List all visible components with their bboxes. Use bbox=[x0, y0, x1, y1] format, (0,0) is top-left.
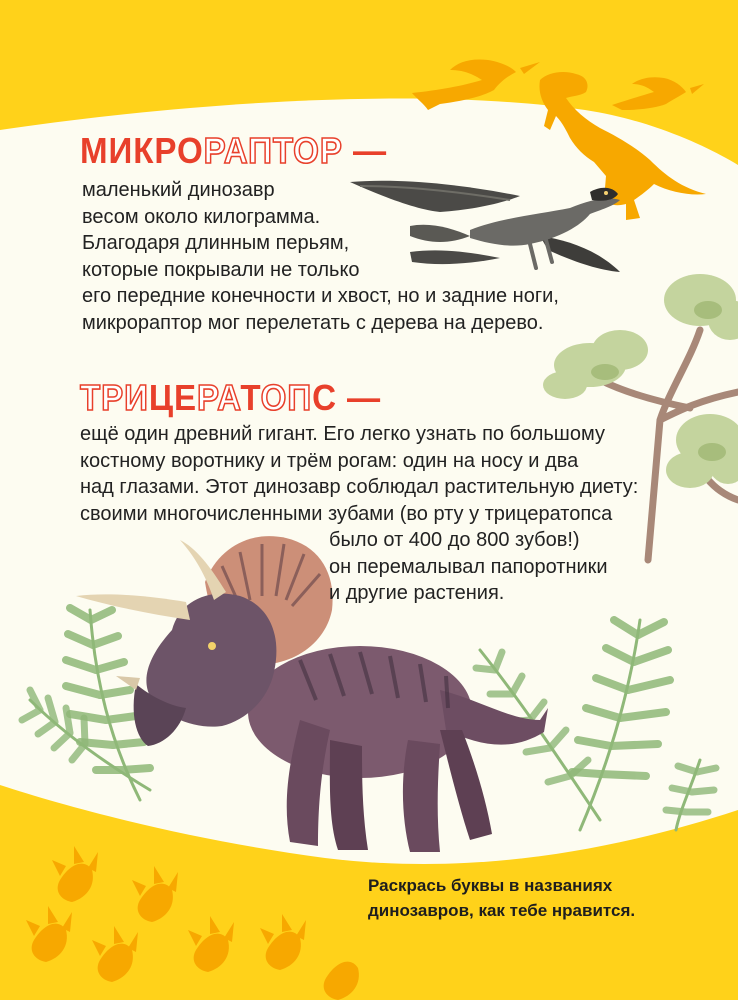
caption-line: динозавров, как тебе нравится. bbox=[368, 901, 636, 920]
title-segment: — bbox=[342, 130, 388, 171]
text-line: его передние конечности и хвост, но и задние ноги, bbox=[82, 285, 559, 308]
text-line: и другие растения. bbox=[329, 582, 505, 605]
title-segment: С bbox=[312, 377, 337, 418]
text-line: он перемалывал папоротники bbox=[329, 555, 608, 578]
coloring-instruction bbox=[368, 873, 635, 923]
title-segment: Т bbox=[240, 377, 261, 418]
caption-line: Раскрась буквы в названиях bbox=[368, 876, 613, 895]
microraptor-title bbox=[80, 131, 387, 171]
triceratops-description-continued bbox=[329, 527, 649, 607]
footprint-decorations bbox=[26, 846, 359, 1000]
pterosaur-silhouette-small bbox=[612, 77, 704, 110]
text-line: микрораптор мог перелетать с дерева на дерево. bbox=[82, 311, 544, 334]
triceratops-title bbox=[80, 378, 381, 418]
microraptor-description bbox=[82, 177, 682, 337]
text-line: Благодаря длинным перьям, bbox=[82, 232, 350, 255]
title-segment: РАПТОР bbox=[203, 130, 343, 171]
title-segment: ЦЕ bbox=[148, 377, 198, 418]
title-segment: РА bbox=[197, 377, 241, 418]
title-segment: — bbox=[336, 377, 382, 418]
text-line: ещё один древний гигант. Его легко узнать по большому bbox=[80, 423, 605, 445]
text-line: своими многочисленными зубами (во рту у трицератопса bbox=[80, 502, 613, 525]
text-line: костному воротнику и трём рогам: один на носу и два bbox=[80, 449, 579, 472]
text-line: которые покрывали не только bbox=[82, 258, 360, 281]
text-line: маленький динозавр bbox=[82, 179, 275, 201]
text-line: было от 400 до 800 зубов!) bbox=[329, 529, 580, 551]
text-line: весом около килограмма. bbox=[82, 205, 321, 228]
title-segment: ТРИ bbox=[80, 377, 149, 418]
title-segment: МИКРО bbox=[80, 130, 204, 171]
text-line: над глазами. Этот динозавр соблюдал растительную диету: bbox=[80, 476, 639, 499]
triceratops-description bbox=[80, 421, 670, 527]
title-segment: ОП bbox=[260, 377, 313, 418]
